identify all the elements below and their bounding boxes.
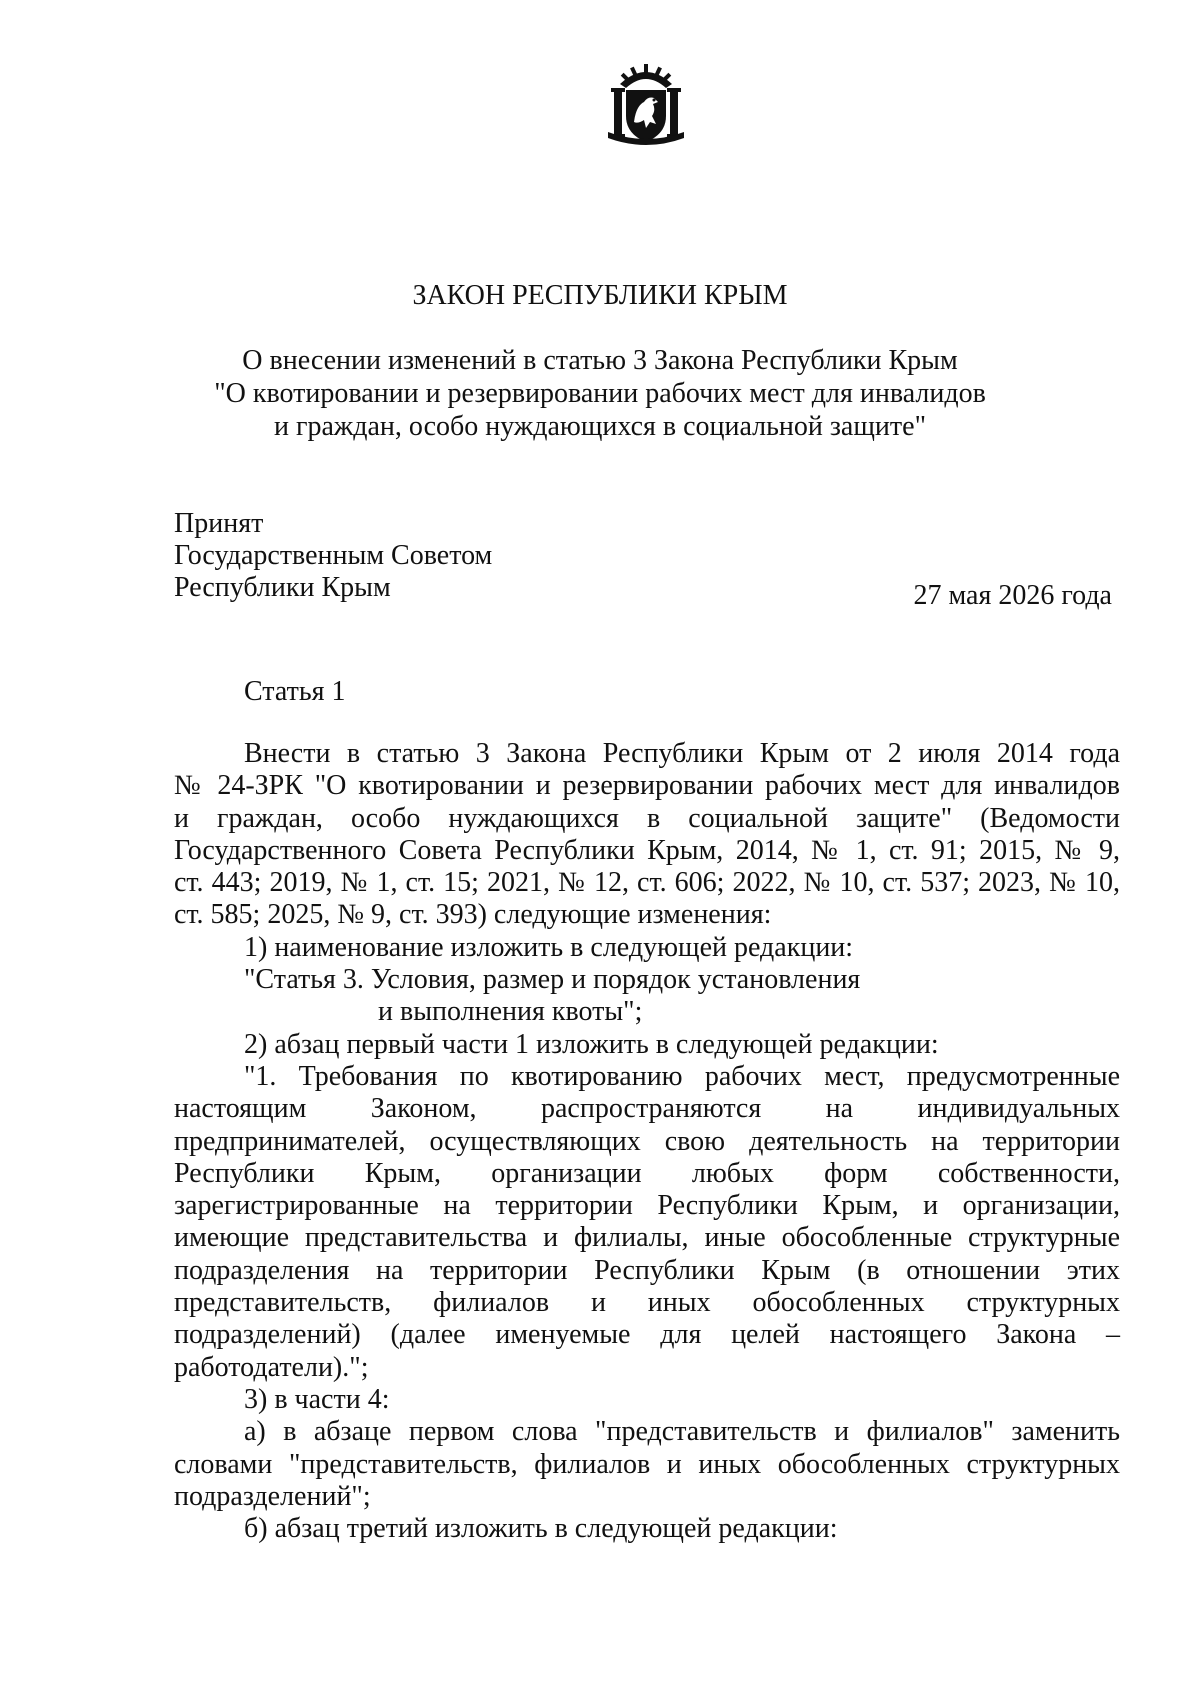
item-1-quote: и выполнения квоты"; xyxy=(378,996,643,1028)
subtitle-line: и граждан, особо нуждающихся в социальной защите" xyxy=(274,411,926,442)
text-line: ст. 585; 2025, № 9, ст. 393) следующие изменения: xyxy=(174,899,772,931)
item-1: 1) наименование изложить в следующей редакции: xyxy=(244,931,854,963)
subtitle-line: О внесении изменений в статью 3 Закона Республики Крым xyxy=(242,345,958,376)
text-line: представительств, филиалов и иных обособленных структурных xyxy=(174,1287,1120,1319)
item-1-quote: "Статья 3. Условия, размер и порядок установления xyxy=(244,964,861,996)
subtitle-line: "О квотировании и резервировании рабочих мест для инвалидов xyxy=(214,378,986,409)
item-3a xyxy=(174,1416,1120,1513)
item-3b: б) абзац третий изложить в следующей редакции: xyxy=(244,1513,838,1545)
adoption-line: Республики Крым xyxy=(174,572,391,603)
item-2: 2) абзац первый части 1 изложить в следующей редакции: xyxy=(244,1028,939,1060)
coat-of-arms-icon xyxy=(604,62,688,146)
text-line: подразделения на территории Республики Крым (в отношении этих xyxy=(174,1254,1120,1286)
text-line: Государственного Совета Республики Крым, 2014, № 1, ст. 91; 2015, № 9, xyxy=(174,834,1120,866)
text-line: подразделений) (далее именуемые для целей настоящего Закона – xyxy=(174,1319,1120,1351)
text-line: Республики Крым, организации любых форм собственности, xyxy=(174,1157,1120,1189)
text-line: "1. Требования по квотированию рабочих мест, предусмотренные xyxy=(244,1060,1120,1092)
document-subtitle xyxy=(0,344,1200,443)
adoption-block xyxy=(174,508,492,604)
text-line: ст. 443; 2019, № 1, ст. 15; 2021, № 12, ст. 606; 2022, № 10, ст. 537; 2023, № 10, xyxy=(174,867,1120,899)
text-line: настоящим Законом, распространяются на индивидуальных xyxy=(174,1093,1120,1125)
text-line: № 24-ЗРК "О квотировании и резервировании рабочих мест для инвалидов xyxy=(174,770,1120,802)
paragraph-1 xyxy=(174,738,1120,932)
article-heading: Статья 1 xyxy=(244,676,346,707)
item-2-quote xyxy=(174,1061,1120,1384)
text-line: Внести в статью 3 Закона Республики Крым от 2 июля 2014 года xyxy=(244,738,1120,769)
adoption-date: 27 мая 2026 года xyxy=(913,580,1112,611)
article-body xyxy=(174,738,1120,1545)
text-line: а) в абзаце первом слова "представительств и филиалов" заменить xyxy=(244,1416,1120,1448)
text-line: словами "представительств, филиалов и иных обособленных структурных xyxy=(174,1448,1120,1480)
text-line: подразделений"; xyxy=(174,1480,371,1512)
text-line: имеющие представительства и филиалы, иные обособленные структурные xyxy=(174,1222,1120,1254)
text-line: и граждан, особо нуждающихся в социальной защите" (Ведомости xyxy=(174,802,1120,834)
text-line: предпринимателей, осуществляющих свою деятельность на территории xyxy=(174,1125,1120,1157)
item-3: 3) в части 4: xyxy=(244,1383,390,1415)
text-line: работодатели)."; xyxy=(174,1351,369,1383)
adoption-line: Принят xyxy=(174,508,264,539)
text-line: зарегистрированные на территории Республики Крым, и организации, xyxy=(174,1190,1120,1222)
adoption-line: Государственным Советом xyxy=(174,540,493,571)
document-title: ЗАКОН РЕСПУБЛИКИ КРЫМ xyxy=(412,280,788,311)
